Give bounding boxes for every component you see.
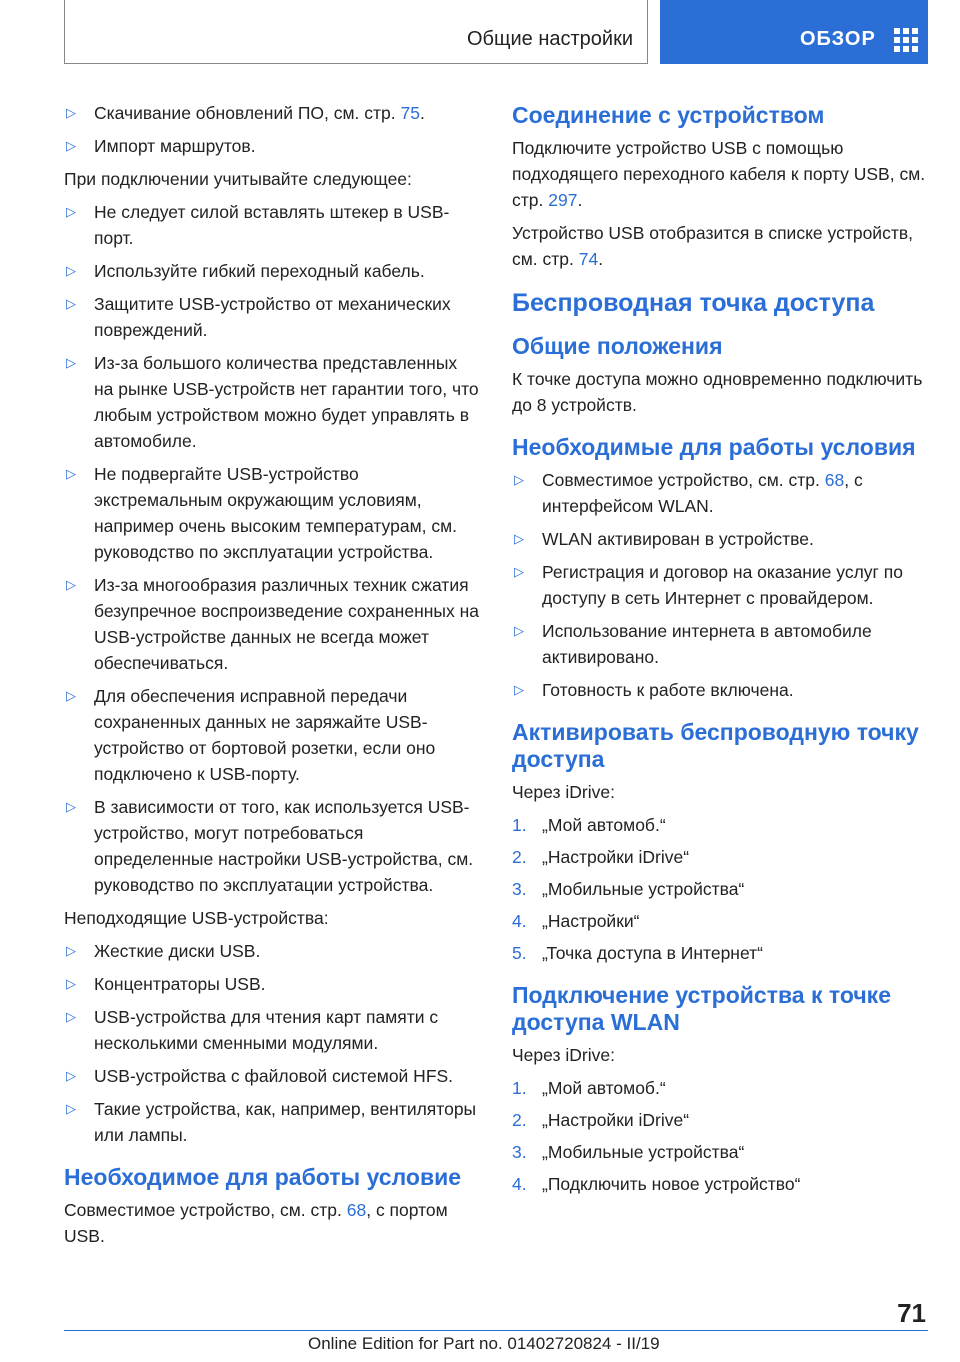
triangle-bullet-icon: ▷: [66, 976, 76, 991]
paragraph: Неподходящие USB-устройства:: [64, 908, 329, 928]
section-heading: Необходимые для работы условия: [512, 434, 916, 460]
list-item: ▷ Импорт маршрутов.: [64, 133, 480, 159]
triangle-bullet-icon: ▷: [66, 105, 76, 120]
section-heading: Необходимое для работы условие: [64, 1164, 462, 1190]
triangle-bullet-icon: ▷: [66, 138, 76, 153]
triangle-bullet-icon: ▷: [66, 688, 76, 703]
page-link[interactable]: 68: [346, 1200, 367, 1220]
step-item: 2. „Настройки iDrive“: [512, 1110, 690, 1130]
list-item: ▷ Не подвергайте USB-устройство экстремальным окружающим условиям, например очень высоким температурам, см. руководство по эксплуатации устройства.: [64, 461, 480, 565]
step-item: 1. „Мой автомоб.“: [512, 1078, 666, 1098]
paragraph: Устройство USB отобразится в списке устройств, см. стр. 74.: [512, 223, 913, 269]
triangle-bullet-icon: ▷: [66, 799, 76, 814]
list-item: ▷ Жесткие диски USB.: [64, 938, 480, 964]
page-header: [64, 0, 928, 64]
step-item: 4. „Настройки“: [512, 911, 640, 931]
triangle-bullet-icon: ▷: [66, 466, 76, 481]
triangle-bullet-icon: ▷: [66, 1068, 76, 1083]
step-item: 3. „Мобильные устройства“: [512, 1142, 745, 1162]
chapter-heading: Беспроводная точка доступа: [512, 289, 875, 317]
list-item: ▷ В зависимости от того, как используется USB-устройство, могут потребоваться определенные настройки USB-устройства, см. руководство по эксплуатации устройства.: [64, 794, 480, 898]
paragraph: К точке доступа можно одновременно подключить до 8 устройств.: [512, 369, 923, 415]
list-item: ▷ Такие устройства, как, например, вентиляторы или лампы.: [64, 1096, 480, 1148]
list-item: ▷ Используйте гибкий переходный кабель.: [64, 258, 480, 284]
overview-tab[interactable]: [660, 0, 928, 64]
step-item: 1. „Мой автомоб.“: [512, 815, 666, 835]
triangle-bullet-icon: ▷: [66, 263, 76, 278]
list-item: ▷ Защитите USB-устройство от механических повреждений.: [64, 291, 480, 343]
section-heading: Подключение устройства к точке доступа WLAN: [512, 982, 891, 1035]
triangle-bullet-icon: ▷: [66, 1101, 76, 1116]
triangle-bullet-icon: ▷: [514, 623, 524, 638]
paragraph: Через iDrive:: [512, 1045, 615, 1065]
triangle-bullet-icon: ▷: [514, 564, 524, 579]
paragraph: Совместимое устройство, см. стр. 68, с портом USB.: [64, 1200, 448, 1246]
triangle-bullet-icon: ▷: [66, 1009, 76, 1024]
paragraph: При подключении учитывайте следующее:: [64, 169, 412, 189]
paragraph: Подключите устройство USB с помощью подходящего переходного кабеля к порту USB, см. стр. 297.: [512, 138, 926, 210]
section-title: Общие настройки: [467, 28, 633, 50]
triangle-bullet-icon: ▷: [514, 531, 524, 546]
paragraph: Через iDrive:: [512, 782, 615, 802]
section-heading: Общие положения: [512, 333, 723, 359]
section-heading: Активировать беспроводную точку доступа: [512, 719, 919, 772]
triangle-bullet-icon: ▷: [66, 204, 76, 219]
grid-icon[interactable]: [894, 28, 918, 52]
list-item: ▷ Концентраторы USB.: [64, 971, 480, 997]
step-item: 5. „Точка доступа в Интернет“: [512, 943, 763, 963]
step-item: 4. „Подключить новое устройство“: [512, 1174, 801, 1194]
section-tab[interactable]: [64, 0, 648, 64]
list-item: ▷ Из-за многообразия различных техник сжатия безупречное воспроизведение сохраненных на USB-устройстве данных не всегда может обеспечиваться.: [64, 572, 480, 676]
triangle-bullet-icon: ▷: [66, 355, 76, 370]
triangle-bullet-icon: ▷: [514, 682, 524, 697]
list-item: ▷ WLAN активирован в устройстве.: [512, 526, 928, 552]
list-item: ▷ Совместимое устройство, см. стр. 68, с интерфейсом WLAN.: [512, 467, 928, 519]
triangle-bullet-icon: ▷: [66, 943, 76, 958]
edition-note: Online Edition for Part no. 01402720824 - II/19: [308, 1334, 660, 1353]
right-column: [512, 100, 928, 1203]
page-link[interactable]: 75: [400, 103, 420, 123]
overview-label: ОБЗОР: [800, 28, 876, 50]
list-item: ▷ Из-за большого количества представленных на рынке USB-устройств нет гарантии того, что любым устройством можно будет управлять в автомобиле.: [64, 350, 480, 454]
list-item: ▷ USB-устройства с файловой системой HFS.: [64, 1063, 480, 1089]
list-item: ▷ USB-устройства для чтения карт памяти с несколькими сменными модулями.: [64, 1004, 480, 1056]
page-link[interactable]: 74: [578, 249, 599, 269]
list-item: ▷ Скачивание обновлений ПО, см. стр. 75.: [64, 100, 480, 126]
triangle-bullet-icon: ▷: [514, 472, 524, 487]
triangle-bullet-icon: ▷: [66, 296, 76, 311]
list-item: ▷ Регистрация и договор на оказание услуг по доступу в сеть Интернет с провайдером.: [512, 559, 928, 611]
step-item: 2. „Настройки iDrive“: [512, 847, 690, 867]
list-item: ▷ Использование интернета в автомобиле активировано.: [512, 618, 928, 670]
footer-divider: [64, 1330, 928, 1331]
step-item: 3. „Мобильные устройства“: [512, 879, 745, 899]
triangle-bullet-icon: ▷: [66, 577, 76, 592]
page-link[interactable]: 297: [548, 190, 578, 210]
page-link[interactable]: 68: [824, 470, 845, 490]
section-heading: Соединение с устройством: [512, 102, 825, 128]
page-number: 71: [897, 1298, 926, 1328]
left-column: [64, 100, 480, 1256]
list-item: ▷ Для обеспечения исправной передачи сохраненных данных не заряжайте USB-устройство от бортовой розетки, если оно подключено к USB-порту.: [64, 683, 480, 787]
list-item: ▷ Готовность к работе включена.: [512, 677, 928, 703]
list-item: ▷ Не следует силой вставлять штекер в USB-порт.: [64, 199, 480, 251]
